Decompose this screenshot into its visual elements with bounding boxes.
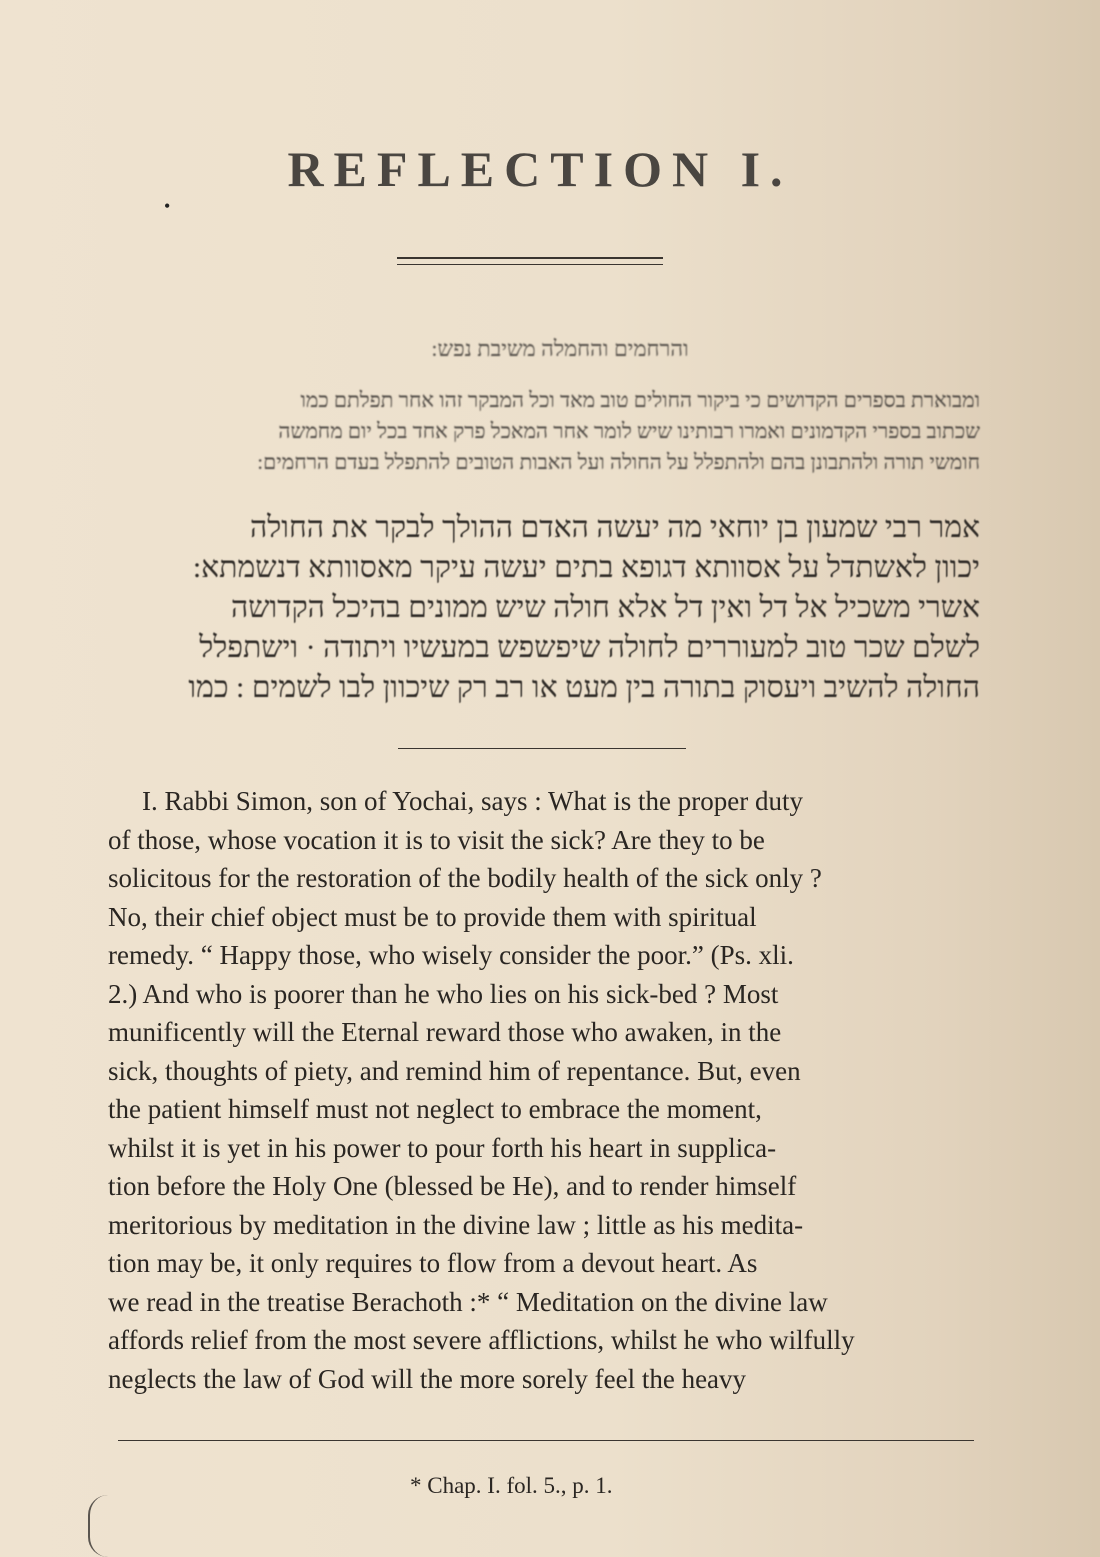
hebrew-large-line: לשלם שכר טוב למעוררים לחולה שיפשפש במעשיו ויתודה · וישתפלל <box>199 631 980 664</box>
english-line: we read in the treatise Berachoth :* “ Meditation on the divine law <box>108 1286 828 1317</box>
hebrew-small-line: ומבוארת בספרים הקדושים כי ביקור החולים טוב מאד וכל המבקר זהו אחר תפלתם כמו <box>300 388 980 412</box>
english-line: whilst it is yet in his power to pour forth his heart in supplica- <box>108 1132 777 1163</box>
hebrew-large-line: החולה להשיב ויעסוק בתורה בין מעט או רב רק שיכוון לבו לשמים : כמו <box>188 671 980 704</box>
title-rule <box>397 257 663 259</box>
hebrew-small-paragraph <box>100 385 980 478</box>
english-line: No, their chief object must be to provide them with spiritual <box>108 901 757 932</box>
english-line: munificently will the Eternal reward those who awaken, in the <box>108 1017 782 1047</box>
page-title: REFLECTION I. <box>287 141 793 197</box>
hebrew-large-paragraph <box>100 508 980 708</box>
hebrew-small-line: שכתוב בספרי הקדמונים ואמרו רבותינו שיש לומר אחר המאכל פרק אחד בכל יום מחמשה <box>278 419 980 443</box>
english-line: 2.) And who is poorer than he who lies on his sick-bed ? Most <box>108 978 779 1009</box>
english-line: affords relief from the most severe afflictions, whilst he who wilfully <box>108 1325 855 1355</box>
english-line: tion before the Holy One (blessed be He), and to render himself <box>108 1171 797 1201</box>
hebrew-heading: והרחמים והחמלה משיבת נפש: <box>431 336 689 361</box>
hebrew-large-line: יכוון לאשתדל על אסוותא דגופא בתים יעשה עיקר מאסוותא דנשמתא: <box>192 551 980 584</box>
english-line: sick, thoughts of piety, and remind him of repentance. But, even <box>108 1055 801 1086</box>
hebrew-large-line: אשרי משכיל אל דל ואין דל אלא חולה שיש ממונים בהיכל הקדושה <box>231 591 980 624</box>
title-rule-thin <box>397 264 663 265</box>
ink-speck: • <box>164 196 171 216</box>
english-line: solicitous for the restoration of the bodily health of the sick only ? <box>108 863 822 893</box>
english-line: of those, whose vocation it is to visit the sick? Are they to be <box>108 824 765 855</box>
english-paragraph <box>108 782 980 1398</box>
english-line: tion may be, it only requires to flow from a devout heart. As <box>108 1248 758 1278</box>
hebrew-large-line: אמר רבי שמעון בן יוחאי מה יעשה האדם ההולך לבקר את החולה <box>250 511 980 544</box>
section-divider <box>398 748 686 749</box>
page-edge-mark <box>88 1495 110 1557</box>
footnote: * Chap. I. fol. 5., p. 1. <box>410 1473 613 1498</box>
english-line: I. Rabbi Simon, son of Yochai, says : What is the proper duty <box>142 786 803 816</box>
footnote-rule <box>118 1440 974 1441</box>
english-line: the patient himself must not neglect to embrace the moment, <box>108 1094 762 1124</box>
english-line: neglects the law of God will the more sorely feel the heavy <box>108 1363 747 1394</box>
hebrew-small-line: חומשי תורה ולהתבונן בהם ולהתפלל על החולה ועל האבות הטובים להתפלל בעדם הרחמים: <box>257 450 980 474</box>
english-line: remedy. “ Happy those, who wisely consider the poor.” (Ps. xli. <box>108 940 794 970</box>
english-line: meritorious by meditation in the divine law ; little as his medita- <box>108 1209 804 1240</box>
